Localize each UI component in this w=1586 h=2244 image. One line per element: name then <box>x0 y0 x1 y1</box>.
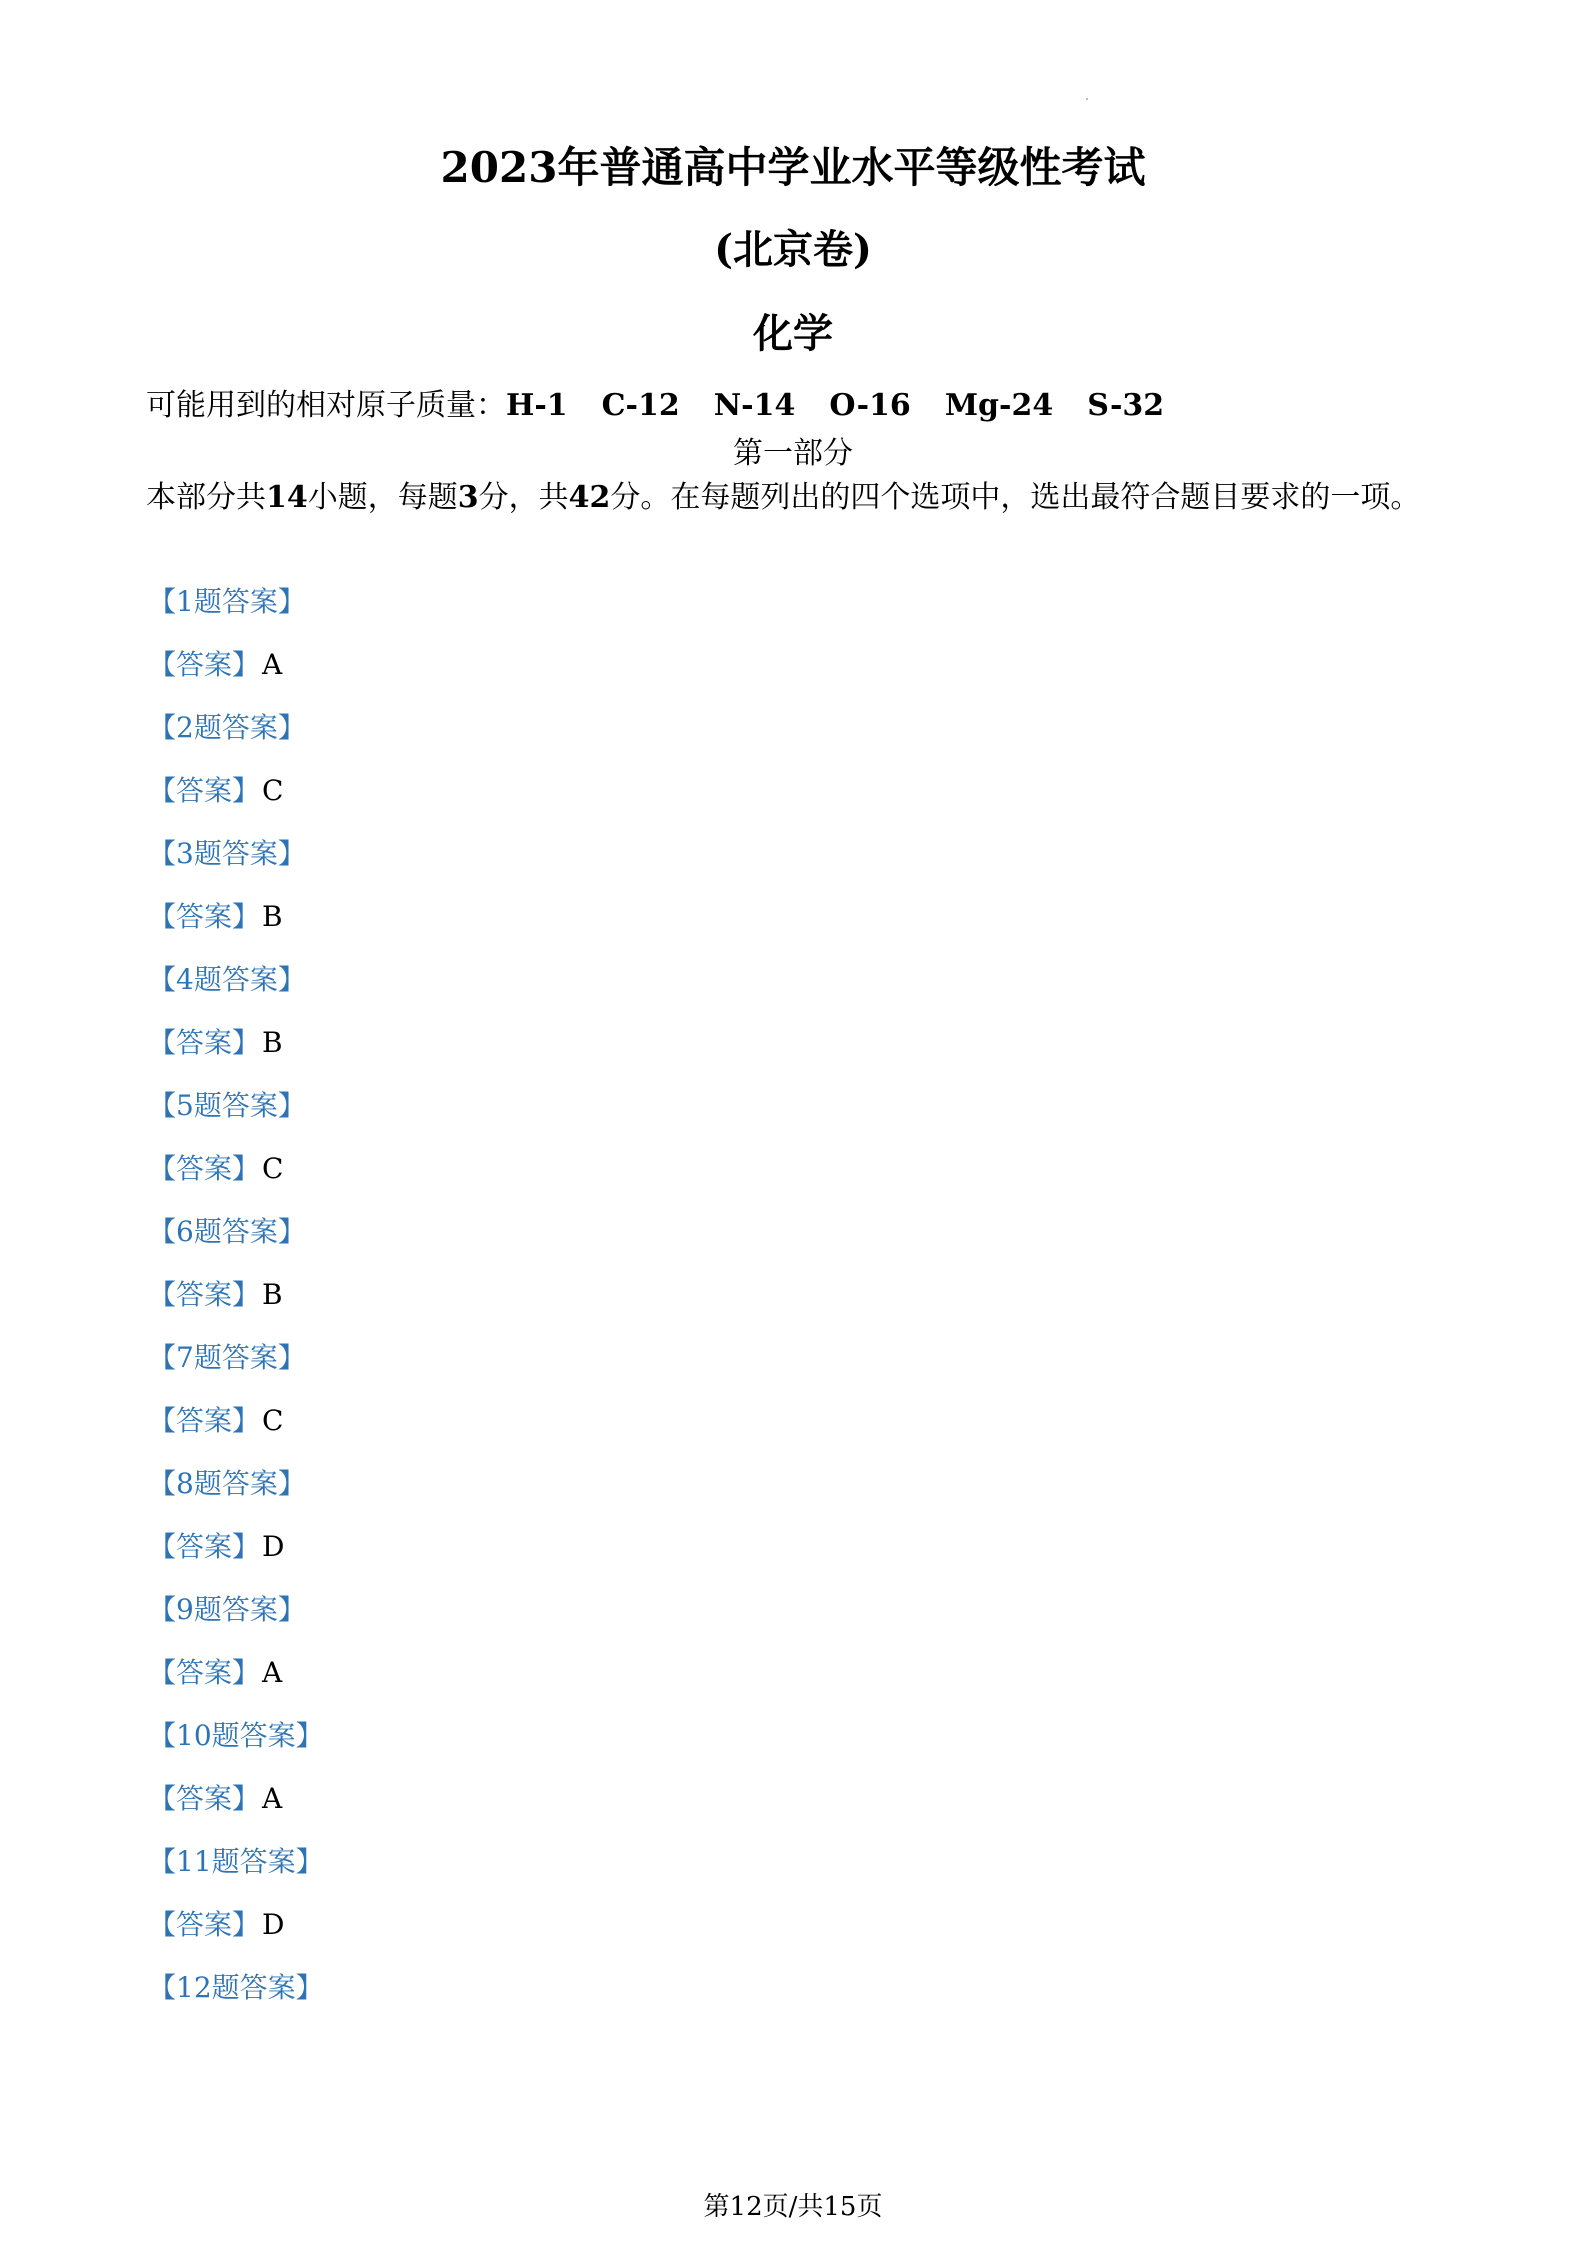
intro-text-a: 本部分共 <box>146 480 266 515</box>
answer-row <box>148 1404 324 1467</box>
question-heading-row <box>148 837 324 900</box>
answer-tag: 【答案】 <box>148 1278 261 1311</box>
exam-subject: 化学 <box>753 310 833 357</box>
answer-row <box>148 1908 324 1971</box>
answer-value: B <box>262 900 283 933</box>
question-heading: 【11题答案】 <box>148 1845 324 1878</box>
part-instructions <box>146 474 1456 522</box>
answer-row <box>148 1530 324 1593</box>
question-heading-row <box>148 1593 324 1656</box>
answer-tag: 【答案】 <box>148 1026 261 1059</box>
question-heading-row <box>148 1089 324 1152</box>
question-heading-row <box>148 585 324 648</box>
answer-row <box>148 900 324 963</box>
answer-value: A <box>262 1656 283 1689</box>
page-number: 第12页/共15页 <box>703 2192 883 2222</box>
answer-value: D <box>262 1530 285 1563</box>
intro-text-b: 小题，每题 <box>307 480 458 515</box>
question-heading-row <box>148 1971 324 2034</box>
answer-tag: 【答案】 <box>148 900 261 933</box>
answer-value: A <box>262 648 283 681</box>
question-heading: 【6题答案】 <box>148 1215 306 1248</box>
answer-value: C <box>262 1152 284 1185</box>
atomic-masses-label: 可能用到的相对原子质量： <box>146 388 506 423</box>
answer-row <box>148 1026 324 1089</box>
answer-tag: 【答案】 <box>148 648 261 681</box>
atomic-mass-item: Mg-24 <box>944 388 1054 423</box>
question-heading: 【4题答案】 <box>148 963 306 996</box>
answer-value: B <box>262 1026 283 1059</box>
atomic-mass-item: N-14 <box>713 388 796 423</box>
question-heading: 【9题答案】 <box>148 1593 306 1626</box>
exam-title: 2023年普通高中学业水平等级性考试 <box>440 143 1146 192</box>
question-heading-row <box>148 1215 324 1278</box>
atomic-mass-item: O-16 <box>829 388 911 423</box>
answer-tag: 【答案】 <box>148 1152 261 1185</box>
question-heading: 【1题答案】 <box>148 585 306 618</box>
answer-value: C <box>262 1404 284 1437</box>
answer-tag: 【答案】 <box>148 774 261 807</box>
answer-row <box>148 1152 324 1215</box>
answer-row <box>148 648 324 711</box>
answer-tag: 【答案】 <box>148 1404 261 1437</box>
answer-value: A <box>262 1782 283 1815</box>
question-heading: 【2题答案】 <box>148 711 306 744</box>
scan-speck <box>1086 98 1088 100</box>
answer-row <box>148 774 324 837</box>
question-heading: 【5题答案】 <box>148 1089 306 1122</box>
intro-text-c: 分，共 <box>478 480 569 515</box>
answer-tag: 【答案】 <box>148 1656 261 1689</box>
question-heading-row <box>148 711 324 774</box>
answer-row <box>148 1782 324 1845</box>
answer-row <box>148 1656 324 1719</box>
atomic-masses-list <box>506 388 1198 423</box>
answer-tag: 【答案】 <box>148 1908 261 1941</box>
question-heading: 【7题答案】 <box>148 1341 306 1374</box>
answer-row <box>148 1278 324 1341</box>
part-title: 第一部分 <box>733 436 853 471</box>
question-heading-row <box>148 1341 324 1404</box>
atomic-mass-item: S-32 <box>1087 388 1165 423</box>
intro-points-total: 42 <box>568 480 611 515</box>
atomic-masses-line <box>146 380 1198 424</box>
exam-region: (北京卷) <box>714 226 872 273</box>
intro-points-each: 3 <box>457 480 479 515</box>
question-heading-row <box>148 1845 324 1908</box>
question-heading: 【3题答案】 <box>148 837 306 870</box>
question-heading: 【10题答案】 <box>148 1719 324 1752</box>
question-heading-row <box>148 1719 324 1782</box>
question-heading-row <box>148 963 324 1026</box>
atomic-mass-item: H-1 <box>506 388 568 423</box>
atomic-mass-item: C-12 <box>601 388 680 423</box>
answer-value: B <box>262 1278 283 1311</box>
answer-tag: 【答案】 <box>148 1782 261 1815</box>
intro-question-count: 14 <box>266 480 308 515</box>
question-heading-row <box>148 1467 324 1530</box>
answer-list <box>148 585 324 2034</box>
question-heading: 【12题答案】 <box>148 1971 324 2004</box>
answer-value: C <box>262 774 284 807</box>
intro-text-d: 分。在每题列出的四个选项中，选出最符合题目要求的一项。 <box>610 480 1421 515</box>
answer-tag: 【答案】 <box>148 1530 261 1563</box>
question-heading: 【8题答案】 <box>148 1467 306 1500</box>
answer-value: D <box>262 1908 285 1941</box>
